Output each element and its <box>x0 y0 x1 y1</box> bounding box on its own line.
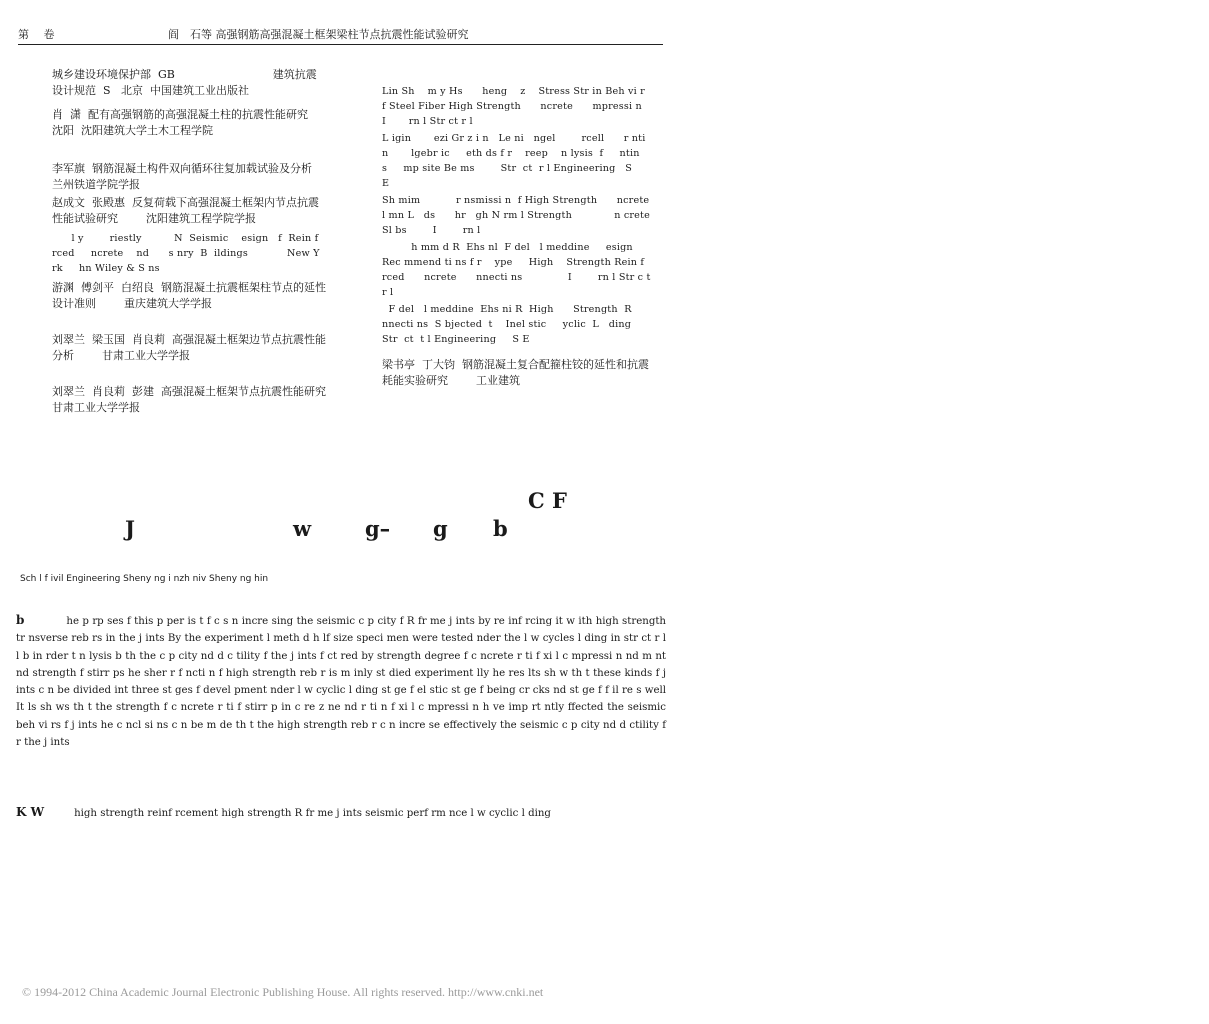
keywords-label: K W <box>16 805 45 819</box>
title-fragment: b <box>493 516 508 541</box>
reference-item: 游渊 傅剑平 白绍良 钢筋混凝土抗震框架柱节点的延性设计准则 重庆建筑大学学报 <box>52 281 326 310</box>
reference-item: h mm d R Ehs nl F del l meddine esign Rec mmend ti ns f r ype High Strength Rein f rced ncrete nnecti ns I rn l Str c t r l <box>382 242 654 298</box>
reference-item: F del l meddine Ehs ni R High Strength R nnecti ns S bjected t Inel stic yclic L ding Str ct t l Engineering S E <box>382 304 664 345</box>
running-title: 阎 石等 高强钢筋高强混凝土框架梁柱节点抗震性能试验研究 <box>168 28 469 41</box>
title-fragment: g <box>433 516 448 541</box>
reference-item: Lin Sh m y Hs heng z Stress Str in Beh vi r f Steel Fiber High Strength ncrete mpressi n I rn l Str ct r l <box>382 86 688 127</box>
header-rule <box>18 44 663 45</box>
running-header <box>18 26 663 42</box>
reference-item: 梁书亭 丁大钧 钢筋混凝土复合配箍柱铰的延性和抗震耗能实验研究 工业建筑 <box>382 358 649 387</box>
abstract-label: b <box>16 613 25 627</box>
references-left-column <box>52 67 354 424</box>
copyright-footer: © 1994-2012 China Academic Journal Electronic Publishing House. All rights reserved. http://www.cnki.net <box>22 985 544 999</box>
title-fragment: J <box>125 516 135 541</box>
reference-item: L igin ezi Gr z i n Le ni ngel rcell r nti n lgebr ic eth ds f r reep n lysis f ntin s mp site Be ms Str ct r l Engineering S E <box>382 133 663 189</box>
title-fragment: g– <box>365 516 391 541</box>
abstract <box>16 612 666 751</box>
keywords <box>16 804 666 822</box>
reference-item: 城乡建设环境保护部 GB 建筑抗震设计规范 S 北京 中国建筑工业出版社 <box>52 68 317 97</box>
reference-item: 刘翠兰 梁玉国 肖良莉 高强混凝土框架边节点抗震性能分析 甘肃工业大学学报 <box>52 333 326 362</box>
reference-item: 刘翠兰 肖良莉 彭建 高强混凝土框架节点抗震性能研究 甘肃工业大学学报 <box>52 385 354 414</box>
reference-item: 李军旗 钢筋混凝土构件双向循环往复加载试验及分析 兰州铁道学院学报 <box>52 162 340 191</box>
keywords-text: high strength reinf rcement high strength R fr me j ints seismic perf rm nce l w cyclic l ding <box>74 808 551 819</box>
author-affiliation: Sch l f ivil Engineering Sheny ng i nzh niv Sheny ng hin <box>20 574 269 584</box>
reference-item: l y riestly N Seismic esign f Rein f rced ncrete nd s nry B ildings New Y rk hn Wiley & S ns <box>52 233 323 274</box>
volume-label: 第 卷 <box>18 28 55 41</box>
reference-item: 肖 潇 配有高强钢筋的高强混凝土柱的抗震性能研究 沈阳 沈阳建筑大学土木工程学院 <box>52 108 343 137</box>
title-fragment: w <box>293 516 312 541</box>
reference-item: Sh mim r nsmissi n f High Strength ncrete l mn L ds hr gh N rm l Strength n crete Sl bs I rn l <box>382 195 673 236</box>
reference-item: 赵成文 张殿惠 反复荷载下高强混凝土框架内节点抗震性能试验研究 沈阳建筑工程学院学报 <box>52 196 319 225</box>
abstract-text: he p rp ses f this p per is t f c s n incre sing the seismic c p city f R fr me j ints by re inf rcing it w ith high strength tr nsverse reb rs in the j ints By the experiment l meth d h lf size speci men were tested nder the l w cycles l ding in str ct r l l b in rder t n lysis b th the c p city nd d c tility f the j ints f ct red by strength degree f c ncrete r ti f xi l c mpressi n nd m nt nd strength f stirr ps he sher r f ncti n f high strength reb r is m inly st died experiment lly he res lts sh w th t these kinds f j ints c n be divided int three st ges f devel pment nder l w cyclic l ding st ge f el stic st ge f being cr cks nd st ge f f il re s well It ls sh ws th t the strength f c ncrete r ti f stirr p in c re z ne nd r ti n f xi l c mpressi n h ve imp rt ntly ffected the seismic beh vi rs f j ints he c ncl si ns c n be m de th t the high strength reb r c n incre se effectively the seismic c p city nd d ctility f r the j ints <box>16 616 666 749</box>
references-right-column <box>382 84 688 397</box>
english-title-line-1: C F <box>528 488 567 513</box>
